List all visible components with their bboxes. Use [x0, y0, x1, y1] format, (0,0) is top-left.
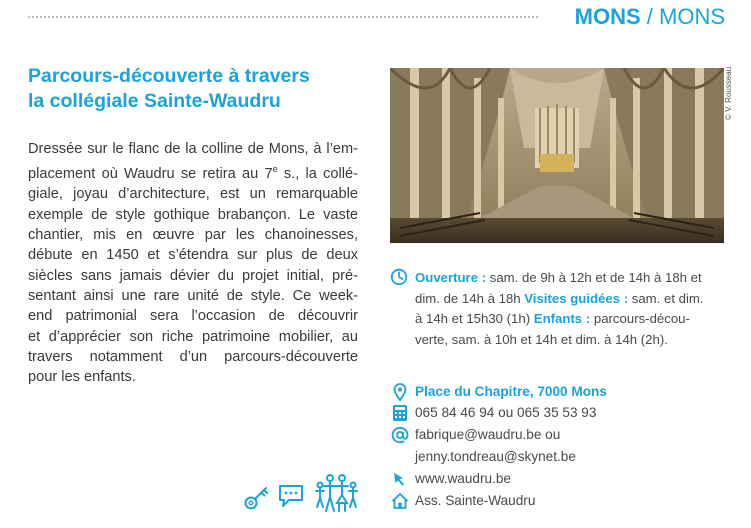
website-link[interactable]: www.waudru.be: [415, 471, 511, 486]
title-line-2: la collégiale Sainte-Waudru: [28, 90, 281, 112]
article-body: [28, 139, 358, 387]
header-dotted-rule: [28, 16, 538, 18]
opening-hours-cont: dim. de 14h à 18h: [415, 290, 525, 306]
phone-icon: [390, 403, 410, 423]
photo-credit: © V. Rousseau: [724, 66, 733, 120]
body-line: pour les enfants.: [28, 369, 136, 386]
cursor-arrow-icon: [390, 469, 410, 489]
children-text: parcours-décou-: [590, 311, 690, 326]
children-label: Enfants :: [533, 311, 591, 326]
email-1[interactable]: fabrique@waudru.be ou: [415, 427, 561, 442]
body-line: sentant ainsi une rare unité de style. Ce week-: [28, 287, 358, 304]
collegiate-interior-photo: [390, 68, 724, 243]
organizer-text: Ass. Sainte-Waudru: [415, 493, 536, 508]
activity-icons: [243, 473, 373, 513]
body-line: end patrimonial sera l’occasion de découvrir: [28, 308, 358, 325]
title-line-1: Parcours-découverte à travers: [28, 65, 310, 87]
clock-icon: [390, 268, 408, 286]
body-line: Dressée sur le flanc de la colline de Mons, à l’em-: [28, 141, 358, 157]
city-name-bold: MONS: [574, 4, 641, 29]
body-line: chantier, mis en œuvre par les chanoinesses,: [28, 227, 358, 244]
opening-label: Ouverture :: [415, 270, 487, 285]
address-text: Place du Chapitre, 7000 Mons: [415, 384, 607, 399]
city-name-light: MONS: [659, 4, 725, 29]
family-icon: [313, 473, 359, 513]
guided-tours-times: à 14h et 15h30 (1h): [415, 311, 534, 326]
body-line: giale, joyau d’architecture, est un remarquable: [28, 186, 358, 203]
at-sign-icon: [390, 425, 410, 445]
speech-bubble-icon: [277, 483, 305, 509]
opening-hours: sam. de 9h à 12h et de 14h à 18h et: [486, 270, 702, 285]
body-line: exemple de style gothique brabançon. Le vaste: [28, 206, 358, 223]
phone-text[interactable]: 065 84 46 94 ou 065 35 53 93: [415, 405, 597, 420]
key-icon: [243, 483, 271, 511]
header-separator: /: [646, 4, 653, 29]
location-pin-icon: [390, 382, 410, 402]
city-header: [575, 2, 725, 32]
guided-tours-label: Visites guidées :: [524, 290, 629, 306]
body-line: placement où Waudru se retira au 7e s., la collé-: [28, 164, 358, 183]
body-line: débute en 1450 et s’étendra sur plus de deux: [28, 247, 358, 264]
visiting-info: [415, 268, 727, 350]
children-times: verte, sam. à 10h et 14h et dim. à 14h (2h).: [415, 331, 668, 347]
body-line: siècles sans jamais dévier du projet initial, pré-: [28, 267, 358, 284]
article-title: [28, 64, 368, 114]
body-line: travers notamment d’un parcours-découverte: [28, 348, 358, 365]
email-2[interactable]: jenny.tondreau@skynet.be: [415, 449, 576, 464]
guided-tours-text: sam. et dim.: [628, 290, 704, 306]
house-icon: [390, 491, 410, 511]
body-line: et d’apprécier son riche patrimoine mobilier, au: [28, 328, 358, 345]
